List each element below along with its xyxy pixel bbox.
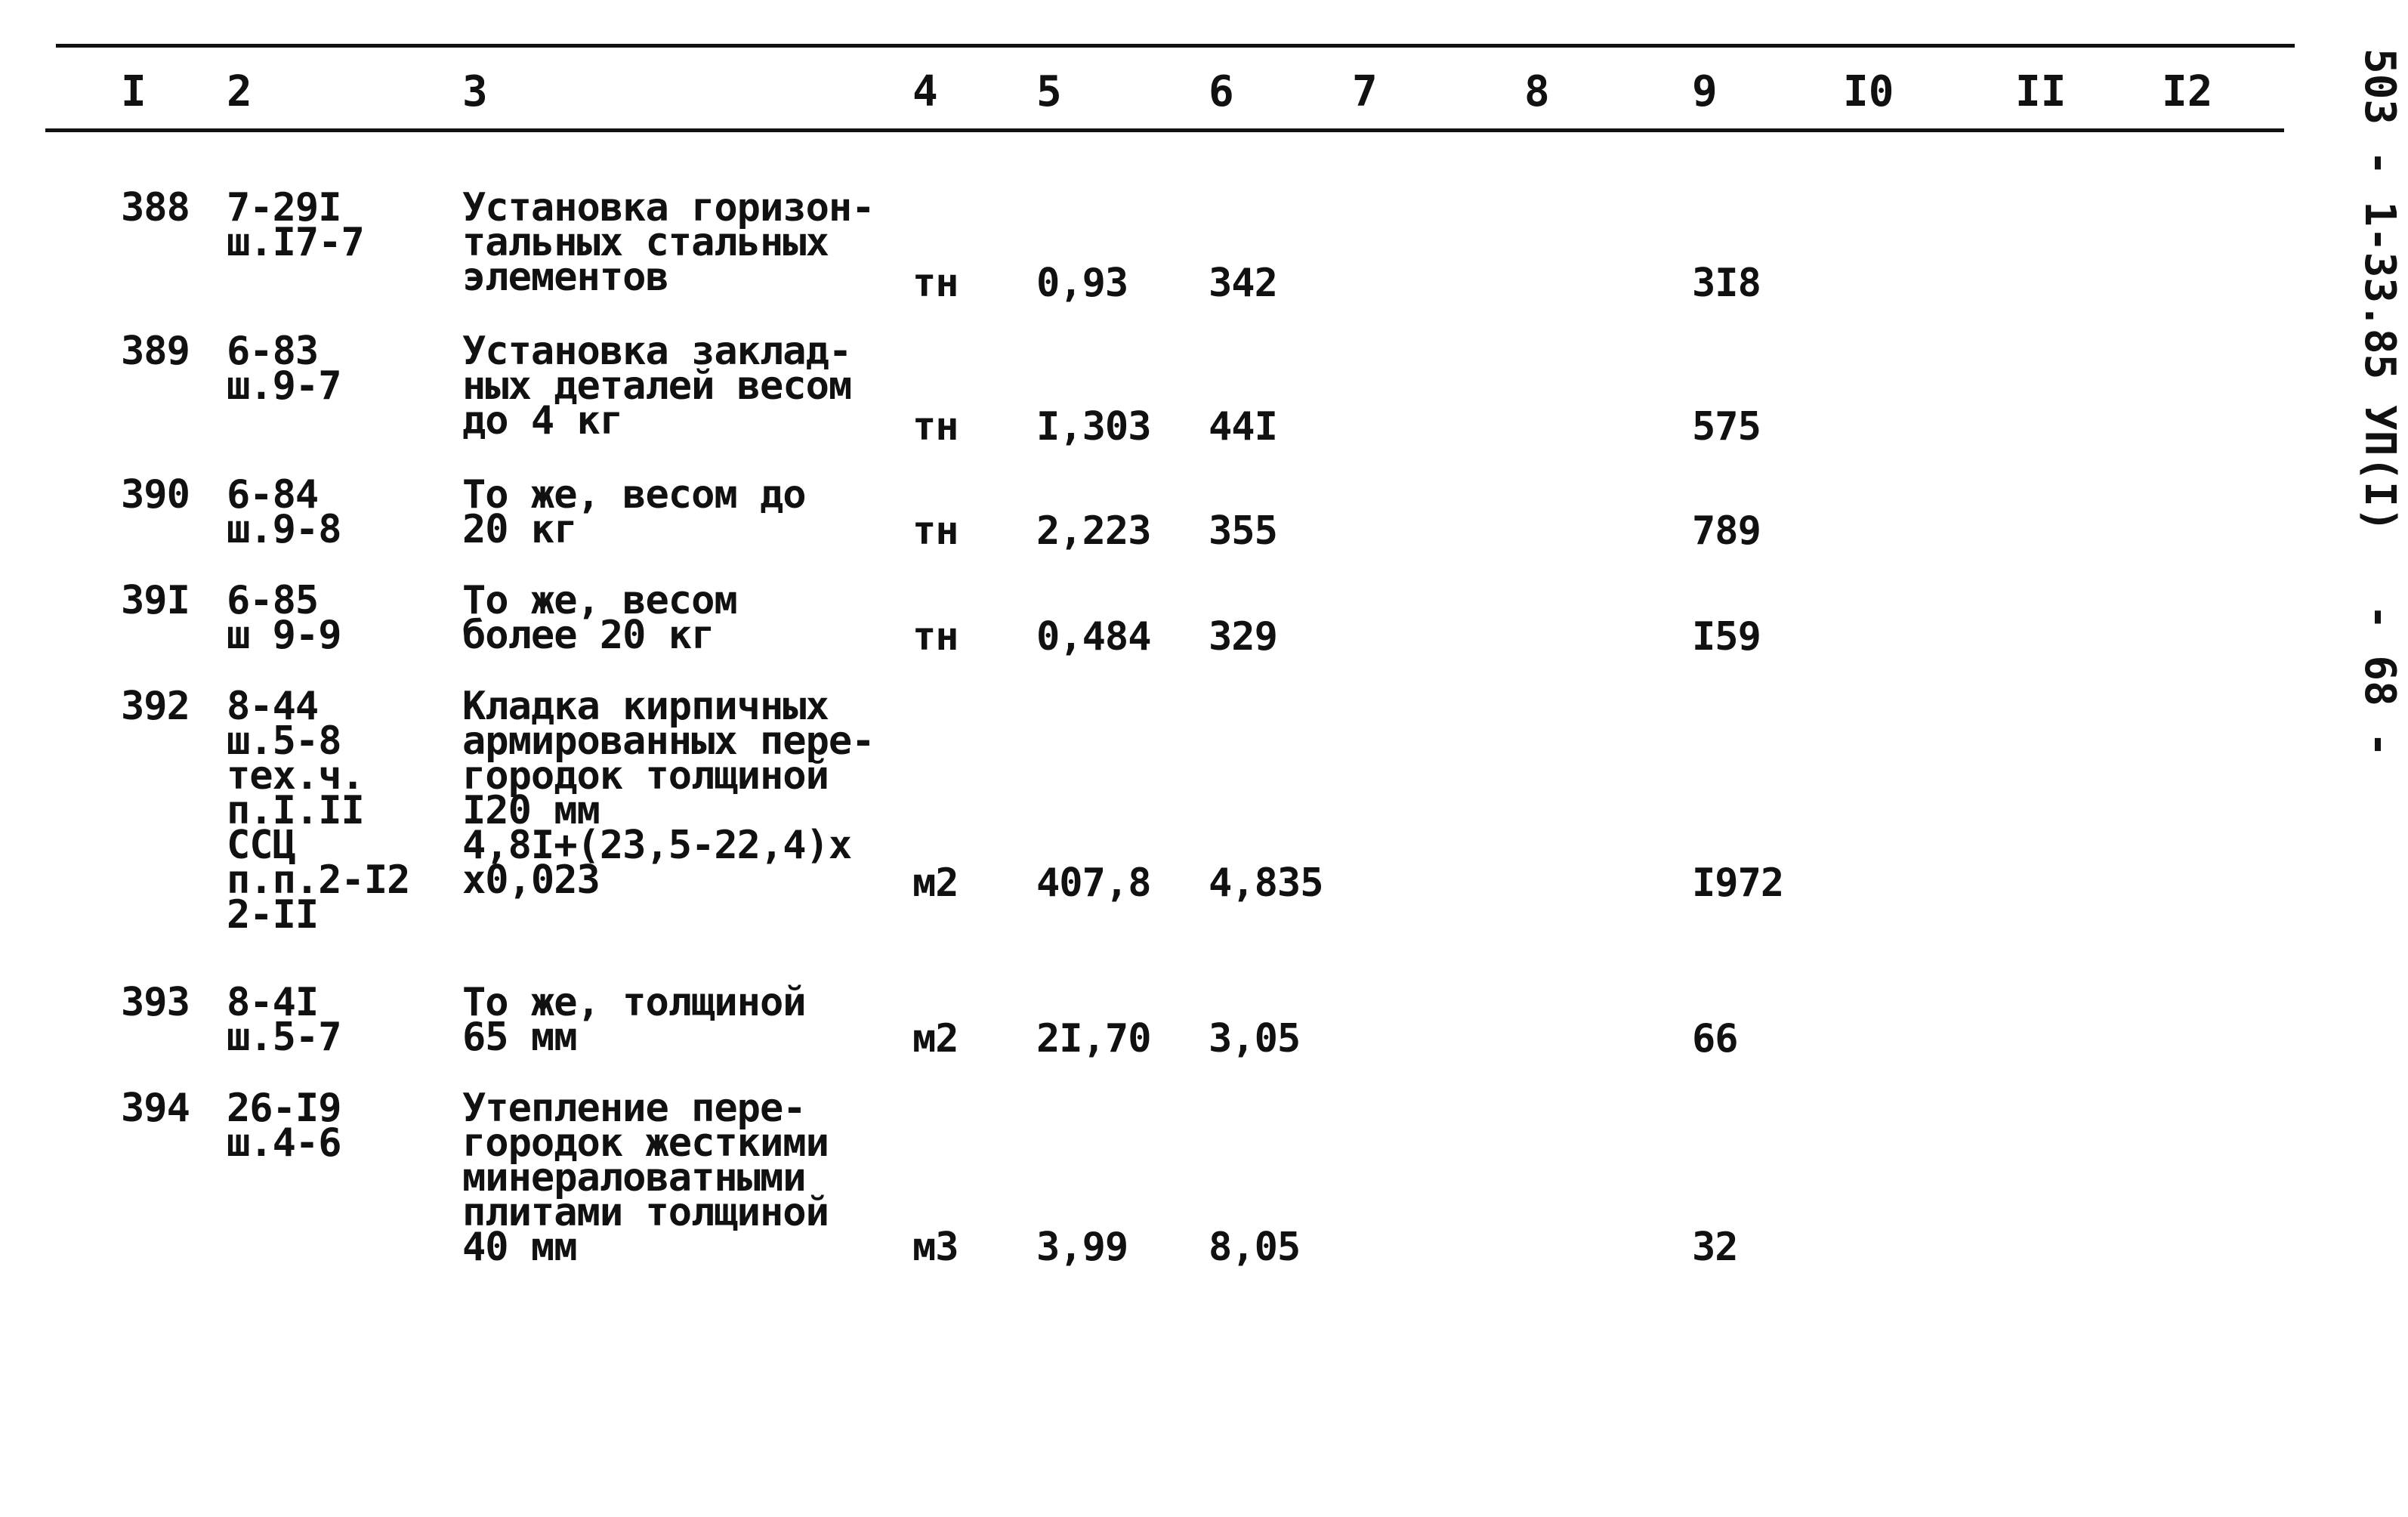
unit-cost: 8,05	[1209, 1225, 1301, 1270]
work-description	[462, 472, 806, 552]
quantity: I,303	[1036, 404, 1151, 450]
col-header-8: 8	[1524, 67, 1550, 116]
work-description	[462, 578, 737, 658]
row-number: 393	[121, 980, 190, 1025]
col-header-5: 5	[1036, 67, 1062, 116]
col-header-3: 3	[462, 67, 488, 116]
col-header-9: 9	[1692, 67, 1718, 116]
desc-line: Установка заклад-	[462, 329, 852, 374]
norm-code	[227, 578, 341, 658]
norm-code	[227, 329, 341, 409]
desc-line: I20 мм	[462, 788, 600, 833]
desc-line: плитами толщиной	[462, 1190, 829, 1235]
unit: м2	[912, 860, 959, 906]
quantity: 0,93	[1036, 261, 1128, 306]
code-line: ССЦ	[227, 823, 295, 868]
desc-line: элементов	[462, 255, 668, 300]
quantity: 0,484	[1036, 614, 1151, 660]
desc-line: х0,023	[462, 857, 600, 903]
unit: м2	[912, 1016, 959, 1061]
code-line: ш.I7-7	[227, 220, 364, 265]
total-cost: I972	[1692, 860, 1784, 906]
unit: тн	[912, 508, 959, 554]
desc-line: городок толщиной	[462, 753, 829, 799]
desc-line: более 20 кг	[462, 613, 715, 658]
quantity: 2,223	[1036, 508, 1151, 554]
code-line: ш.5-7	[227, 1015, 341, 1060]
desc-line: городок жесткими	[462, 1120, 829, 1166]
code-line: 6-84	[227, 472, 319, 518]
unit: тн	[912, 261, 959, 306]
col-header-6: 6	[1209, 67, 1234, 116]
code-line: 6-83	[227, 329, 319, 374]
desc-line: То же, толщиной	[462, 980, 806, 1025]
quantity: 2I,70	[1036, 1016, 1151, 1061]
code-line: ш.9-7	[227, 363, 341, 409]
norm-code	[227, 1086, 341, 1166]
row-number: 394	[121, 1086, 190, 1131]
unit-cost: 44I	[1209, 404, 1277, 450]
desc-line: до 4 кг	[462, 398, 623, 443]
col-header-12: I2	[2162, 67, 2213, 116]
norm-code	[227, 472, 341, 552]
code-line: 26-I9	[227, 1086, 341, 1131]
desc-line: Кладка кирпичных	[462, 684, 829, 729]
work-description	[462, 1086, 829, 1270]
norm-code	[227, 684, 410, 938]
row-number: 392	[121, 684, 190, 729]
code-line: 7-29I	[227, 185, 341, 230]
quantity: 3,99	[1036, 1225, 1128, 1270]
col-header-10: I0	[1843, 67, 1894, 116]
desc-line: Утепление пере-	[462, 1086, 806, 1131]
code-line: ш 9-9	[227, 613, 341, 658]
code-line: ш.5-8	[227, 718, 341, 764]
unit: м3	[912, 1225, 959, 1270]
code-line: 8-44	[227, 684, 319, 729]
quantity: 407,8	[1036, 860, 1151, 906]
work-description	[462, 980, 806, 1060]
code-line: ш.9-8	[227, 507, 341, 552]
code-line: 8-4I	[227, 980, 319, 1025]
row-number: 39I	[121, 578, 190, 623]
col-header-2: 2	[227, 67, 252, 116]
norm-code	[227, 185, 364, 265]
unit-cost: 3,05	[1209, 1016, 1301, 1061]
total-cost: 575	[1692, 404, 1761, 450]
document-code: 503 - 1-33.85 УП(I)	[2355, 48, 2404, 533]
code-line: п.I.II	[227, 788, 364, 833]
col-header-1: I	[121, 67, 147, 116]
total-cost: 3I8	[1692, 261, 1761, 306]
unit-cost: 4,835	[1209, 860, 1323, 906]
total-cost: 32	[1692, 1225, 1738, 1270]
desc-line: 40 мм	[462, 1225, 577, 1270]
code-line: 2-II	[227, 892, 319, 938]
desc-line: тальных стальных	[462, 220, 829, 265]
desc-line: ных деталей весом	[462, 363, 852, 409]
total-cost: 66	[1692, 1016, 1738, 1061]
top-rule	[56, 44, 2295, 48]
desc-line: Установка горизон-	[462, 185, 875, 230]
total-cost: 789	[1692, 508, 1761, 554]
code-line: тех.ч.	[227, 753, 364, 799]
row-number: 388	[121, 185, 190, 230]
page-number: - 68 -	[2355, 604, 2404, 758]
code-line: 6-85	[227, 578, 319, 623]
col-header-4: 4	[912, 67, 938, 116]
code-line: п.п.2-I2	[227, 857, 410, 903]
desc-line: армированных пере-	[462, 718, 875, 764]
work-description	[462, 185, 875, 300]
desc-line: 4,8I+(23,5-22,4)х	[462, 823, 852, 868]
desc-line: минераловатными	[462, 1155, 806, 1200]
work-description	[462, 684, 875, 903]
col-header-7: 7	[1352, 67, 1378, 116]
code-line: ш.4-6	[227, 1120, 341, 1166]
unit-cost: 342	[1209, 261, 1277, 306]
unit-cost: 355	[1209, 508, 1277, 554]
desc-line: То же, весом до	[462, 472, 806, 518]
desc-line: 65 мм	[462, 1015, 577, 1060]
row-number: 389	[121, 329, 190, 374]
unit: тн	[912, 404, 959, 450]
unit: тн	[912, 614, 959, 660]
total-cost: I59	[1692, 614, 1761, 660]
col-header-11: II	[2015, 67, 2067, 116]
unit-cost: 329	[1209, 614, 1277, 660]
norm-code	[227, 980, 341, 1060]
desc-line: То же, весом	[462, 578, 737, 623]
work-description	[462, 329, 852, 443]
header-rule	[45, 128, 2284, 132]
row-number: 390	[121, 472, 190, 518]
desc-line: 20 кг	[462, 507, 577, 552]
